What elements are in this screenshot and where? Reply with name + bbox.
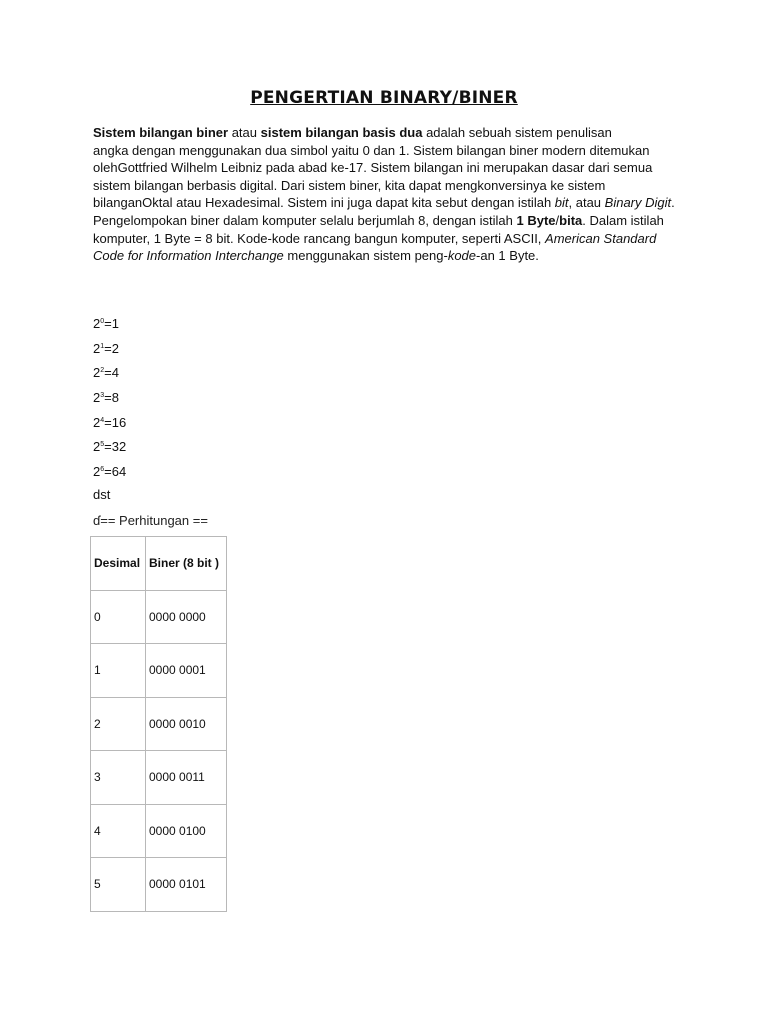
power-base: 2 [93,414,101,430]
intro-text-segment: Pengelompokan biner dalam komputer selalu berjumlah 8, dengan istilah [93,212,517,228]
power-row [93,363,126,388]
intro-text-segment: . [671,195,675,211]
intro-text-segment: menggunakan sistem peng- [283,248,448,264]
table-row [91,697,227,751]
power-result: =64 [104,464,127,480]
calculation-heading: ɗ== Perhitungan == [93,513,208,528]
intro-text-segment: Binary Digit [604,195,672,211]
cell-desimal: 5 [91,858,146,912]
cell-desimal: 2 [91,697,146,751]
table-row [91,590,227,644]
power-base: 2 [93,316,101,331]
intro-text-segment: kode [447,248,477,264]
table-row [91,804,227,858]
cell-biner: 0000 0011 [146,751,227,805]
header-desimal: Desimal [91,537,146,591]
page-title: PENGERTIAN BINARY/BINER [250,88,518,108]
power-row [93,314,126,339]
power-result: =8 [104,390,119,406]
cell-desimal: 4 [91,804,146,858]
intro-line [93,230,683,248]
powers-continuation: dst [93,486,111,502]
power-result: =16 [104,414,127,430]
intro-text-segment: bita [559,212,583,228]
power-exponent: 0 [100,318,105,325]
cell-desimal: 0 [91,590,146,644]
intro-text-segment: sistem bilangan basis dua [260,125,423,140]
intro-line [93,212,683,230]
power-exponent: 6 [100,466,105,474]
intro-text-segment: atau [228,125,261,140]
intro-text-segment: sistem bilangan berbasis digital. Dari sistem biner, kita dapat mengkonversinya ke sistem [93,177,606,193]
intro-text-segment: bilanganOktal atau Hexadesimal. Sistem ini juga dapat kita sebut dengan istilah [93,195,555,211]
cell-biner: 0000 0100 [146,804,227,858]
power-result: =2 [104,340,119,356]
table-header-row [91,537,227,591]
intro-line [93,247,683,265]
intro-text-segment: adalah sebuah sistem penulisan [422,125,612,140]
intro-text-segment: . Dalam istilah [582,212,664,228]
power-base: 2 [93,464,101,480]
power-row [93,462,126,487]
power-exponent: 2 [100,367,105,375]
intro-text-segment: / [555,212,560,228]
cell-biner: 0000 0001 [146,644,227,698]
cell-biner: 0000 0101 [146,858,227,912]
intro-text-segment: , atau [568,195,605,211]
power-exponent: 5 [100,441,105,449]
intro-line [93,194,683,212]
power-result: =4 [104,365,119,381]
power-row [93,388,126,413]
power-row [93,339,126,364]
cell-biner: 0000 0000 [146,590,227,644]
intro-text-segment: bit [554,195,569,211]
header-biner: Biner (8 bit ) [146,537,227,591]
intro-text-segment: Code for Information Interchange [93,248,284,264]
intro-text-segment: -an 1 Byte. [476,248,539,264]
intro-text-segment: angka dengan menggunakan dua simbol yaitu 0 dan 1. Sistem bilangan biner modern ditemukan [93,142,650,158]
intro-line [93,159,683,177]
power-row [93,437,126,462]
intro-text-segment: 1 Byte [516,212,556,228]
power-exponent: 3 [100,392,105,400]
powers-of-two-list [93,314,126,512]
decimal-binary-table [90,536,227,912]
power-base: 2 [93,340,101,356]
cell-desimal: 3 [91,751,146,805]
cell-desimal: 1 [91,644,146,698]
intro-text-segment: Sistem bilangan biner [93,125,229,140]
power-exponent: 4 [100,416,105,424]
intro-line [93,177,683,195]
power-base: 2 [93,439,101,455]
table-row [91,644,227,698]
power-result: =1 [104,316,119,331]
power-base: 2 [93,390,101,406]
power-exponent: 1 [100,342,105,350]
intro-text-segment: olehGottfried Wilhelm Leibniz pada abad ke-17. Sistem bilangan ini merupakan dasar dari semua [93,160,653,176]
intro-text-segment: komputer, 1 Byte = 8 bit. Kode-kode rancang bangun komputer, seperti ASCII, [93,230,546,246]
intro-paragraph [93,124,683,265]
intro-text-segment: American Standard [545,230,657,246]
table-row [91,858,227,912]
power-result: =32 [104,439,127,455]
power-base: 2 [93,365,101,381]
table-row [91,751,227,805]
power-row [93,413,126,438]
cell-biner: 0000 0010 [146,697,227,751]
intro-line [93,124,683,142]
intro-line [93,142,683,160]
